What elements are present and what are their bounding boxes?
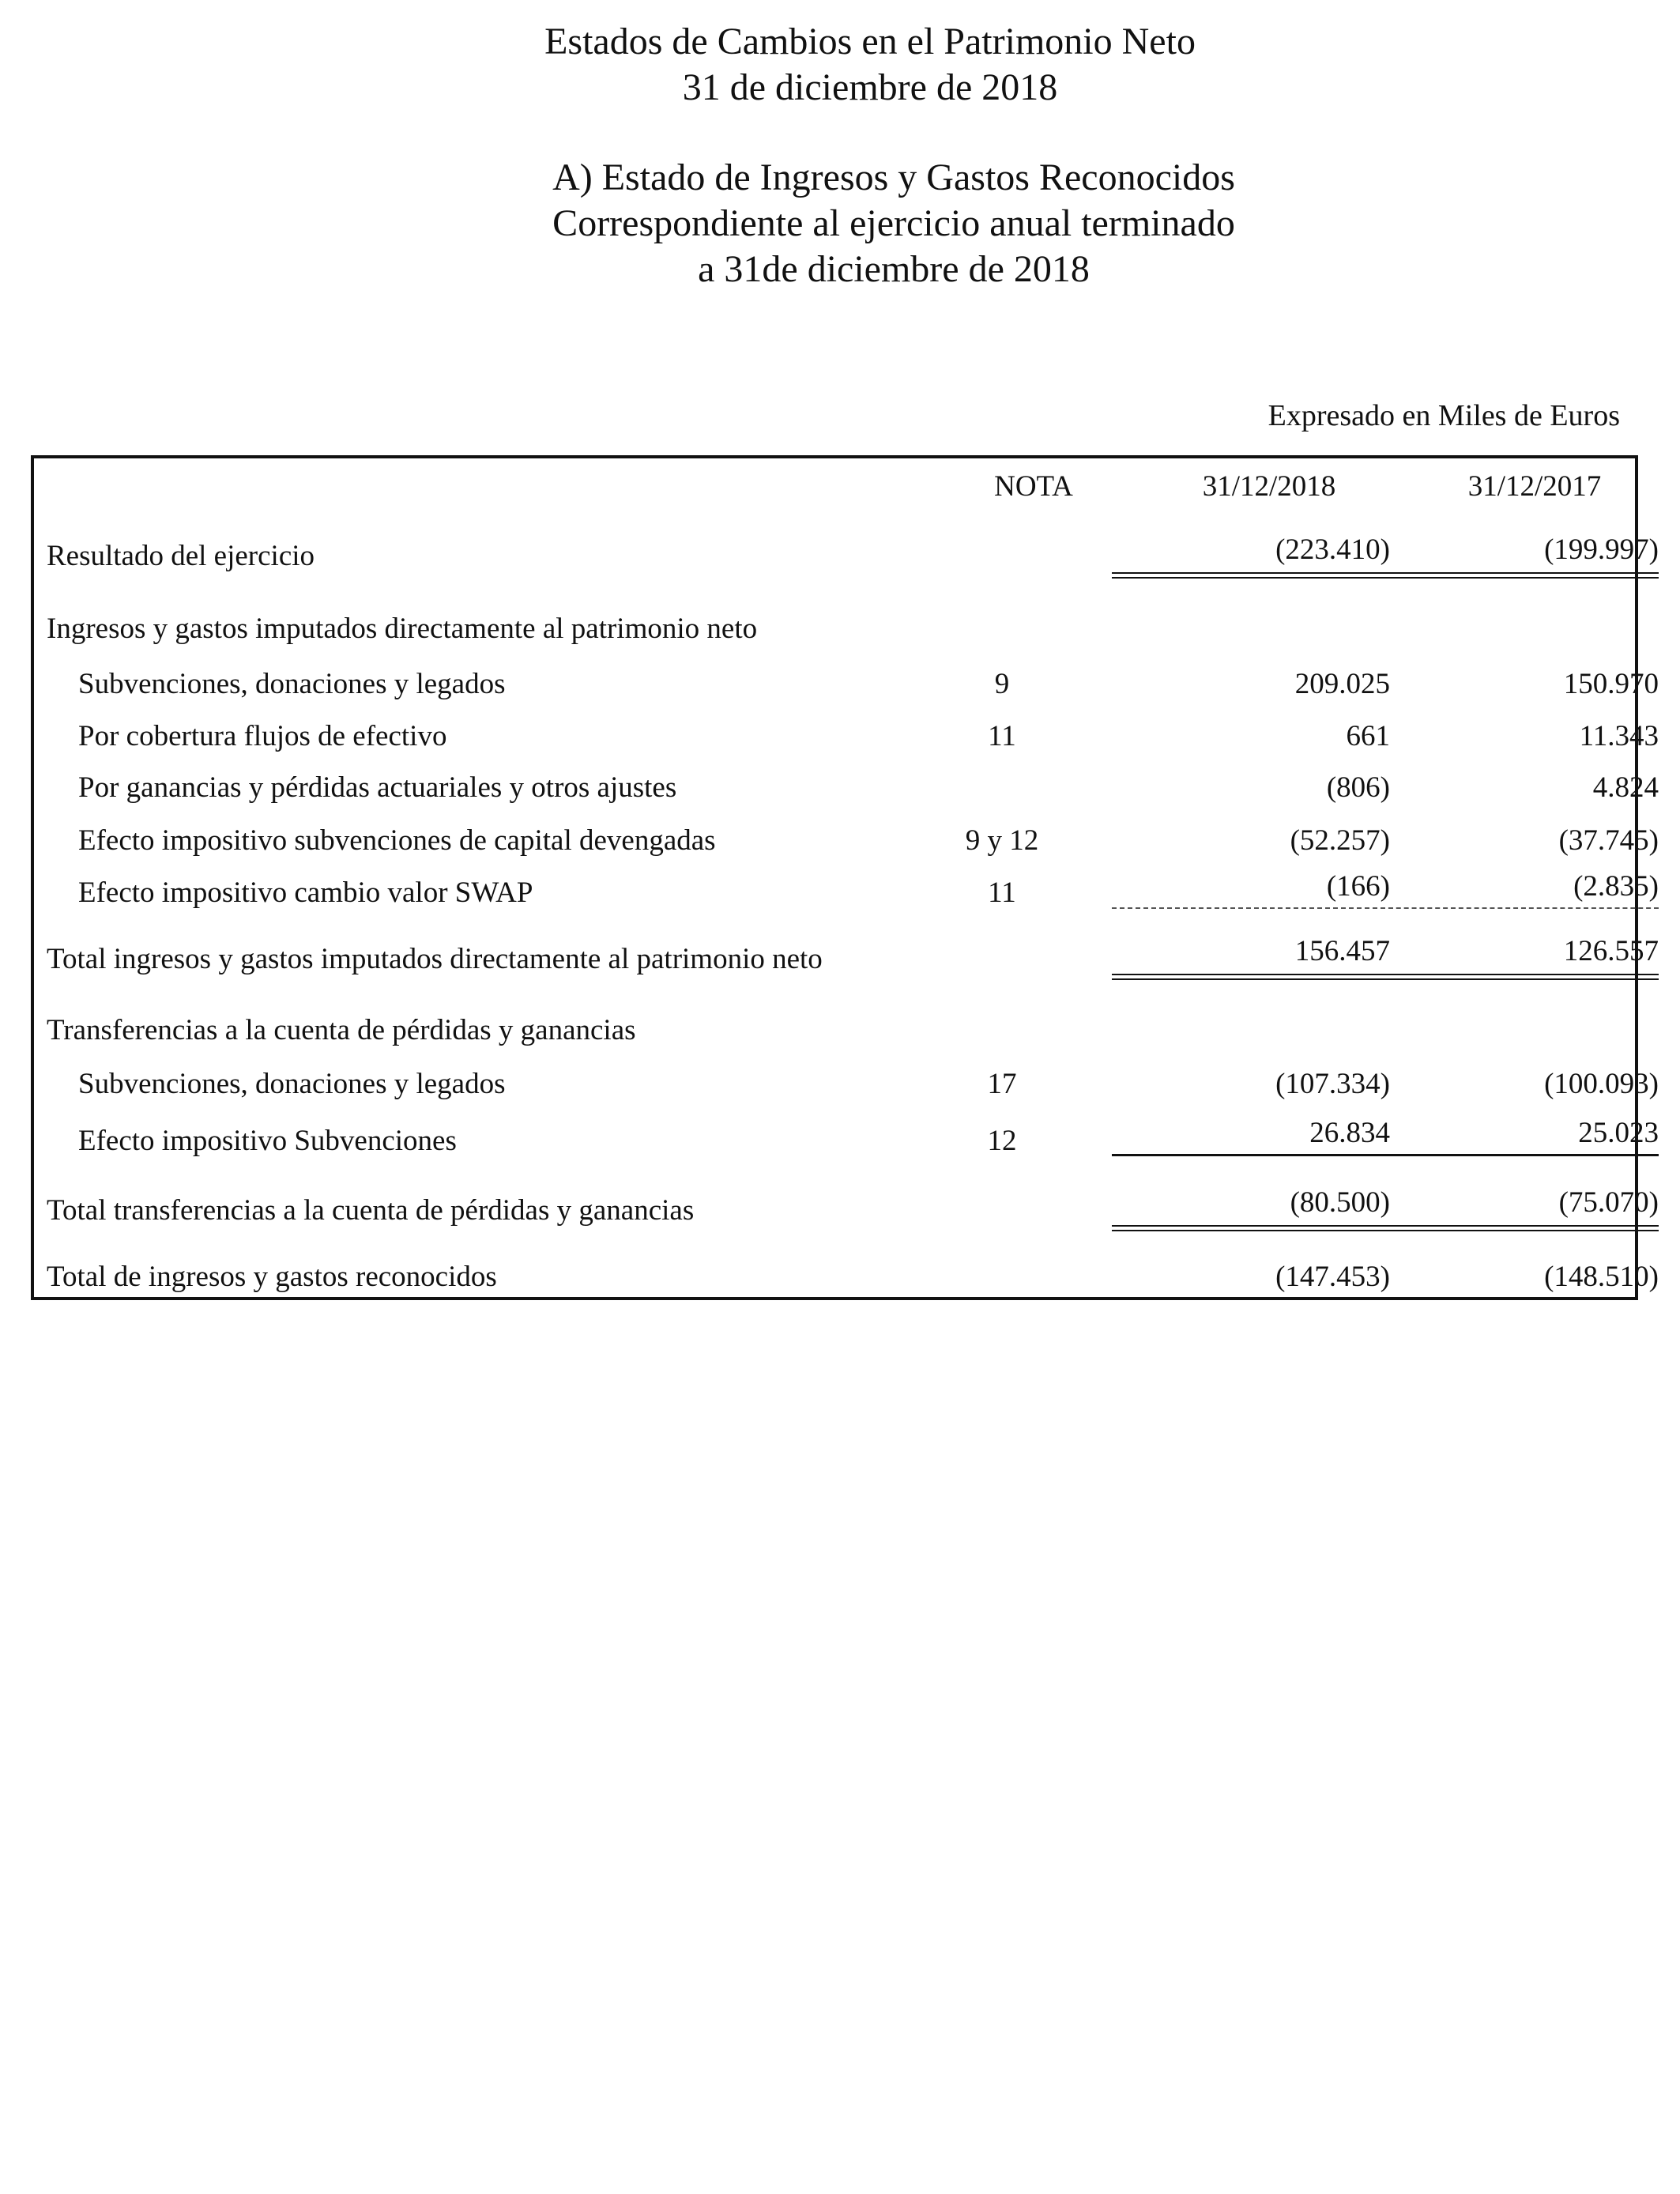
row-value-2018-efecto-swap: (166) [1326, 870, 1390, 903]
double-rule-2017-resultado [1381, 572, 1659, 579]
row-label-subvenciones-2: Subvenciones, donaciones y legados [78, 1068, 506, 1100]
row-value-2018-subvenciones-1: 209.025 [1294, 668, 1390, 700]
row-value-2018-actuariales: (806) [1326, 771, 1390, 804]
row-label-total-reconocidos: Total de ingresos y gastos reconocidos [47, 1261, 497, 1293]
row-nota-efecto-subvenciones: 12 [987, 1125, 1017, 1157]
subtitle-line-period: Correspondiente al ejercicio anual terminado [552, 202, 1235, 244]
row-label-efecto-subv-capital: Efecto impositivo subvenciones de capital devengadas [78, 824, 716, 857]
row-value-2018-subvenciones-2: (107.334) [1275, 1068, 1390, 1100]
row-value-2018-efecto-subv-capital: (52.257) [1290, 824, 1390, 857]
dashed-rule-2018-swap [1112, 907, 1393, 909]
row-value-2017-resultado: (199.997) [1544, 533, 1659, 566]
subtitle-block [0, 155, 1680, 292]
row-value-2017-subvenciones-2: (100.093) [1544, 1068, 1659, 1100]
row-nota-subvenciones-2: 17 [987, 1068, 1017, 1100]
row-nota-subvenciones-1: 9 [994, 668, 1010, 700]
title-line-date: 31 de diciembre de 2018 [682, 66, 1058, 108]
row-label-subvenciones-1: Subvenciones, donaciones y legados [78, 668, 506, 700]
row-value-2017-total-transferencias: (75.070) [1558, 1186, 1659, 1219]
title-line-statement: Estados de Cambios en el Patrimonio Neto [544, 21, 1196, 62]
single-rule-2018-efecto-subvenciones [1112, 1154, 1393, 1156]
section-header-transferencias: Transferencias a la cuenta de pérdidas y ganancias [47, 1014, 636, 1046]
row-nota-cobertura: 11 [988, 720, 1016, 752]
column-header-2017: 31/12/2017 [1467, 470, 1602, 503]
units-note: Expresado en Miles de Euros [1268, 399, 1620, 432]
row-label-efecto-swap: Efecto impositivo cambio valor SWAP [78, 876, 533, 909]
row-value-2018-total-ingresos: 156.457 [1294, 935, 1390, 967]
row-label-total-transferencias: Total transferencias a la cuenta de pérdidas y ganancias [47, 1194, 695, 1227]
subtitle-line-date: a 31de diciembre de 2018 [698, 248, 1090, 290]
dashed-rule-2017-swap [1381, 907, 1659, 909]
row-label-actuariales: Por ganancias y pérdidas actuariales y otros ajustes [78, 771, 677, 804]
row-value-2017-cobertura: 11.343 [1579, 720, 1659, 752]
double-rule-2018-total-transferencias [1112, 1225, 1393, 1231]
row-value-2017-efecto-swap: (2.835) [1573, 870, 1659, 903]
row-value-2017-subvenciones-1: 150.970 [1563, 668, 1659, 700]
double-rule-2018-resultado [1112, 572, 1393, 579]
double-rule-2017-total-transferencias [1381, 1225, 1659, 1231]
statement-table [31, 455, 1659, 1300]
main-title [0, 19, 1680, 111]
row-value-2017-total-reconocidos: (148.510) [1544, 1261, 1659, 1293]
row-value-2017-actuariales: 4.824 [1592, 771, 1659, 804]
subtitle-line-statement: A) Estado de Ingresos y Gastos Reconocidos [552, 156, 1235, 198]
column-header-nota: NOTA [994, 470, 1073, 503]
row-label-resultado: Resultado del ejercicio [47, 540, 315, 572]
row-label-efecto-subvenciones: Efecto impositivo Subvenciones [78, 1125, 457, 1157]
section-header-ingresos: Ingresos y gastos imputados directamente al patrimonio neto [47, 613, 758, 645]
row-value-2017-total-ingresos: 126.557 [1563, 935, 1659, 967]
row-value-2018-total-transferencias: (80.500) [1290, 1186, 1390, 1219]
row-label-total-ingresos: Total ingresos y gastos imputados directamente al patrimonio neto [47, 943, 823, 975]
row-label-cobertura: Por cobertura flujos de efectivo [78, 720, 447, 752]
row-value-2017-efecto-subvenciones: 25.023 [1578, 1117, 1659, 1149]
row-nota-efecto-swap: 11 [988, 876, 1016, 909]
row-value-2017-efecto-subv-capital: (37.745) [1558, 824, 1659, 857]
single-rule-2017-efecto-subvenciones [1381, 1154, 1659, 1156]
double-rule-2018-total-ingresos [1112, 974, 1393, 980]
row-value-2018-resultado: (223.410) [1275, 533, 1390, 566]
column-header-2018: 31/12/2018 [1202, 470, 1336, 503]
row-value-2018-total-reconocidos: (147.453) [1275, 1261, 1390, 1293]
row-value-2018-cobertura: 661 [1346, 720, 1390, 752]
double-rule-2017-total-ingresos [1381, 974, 1659, 980]
row-nota-efecto-subv-capital: 9 y 12 [965, 824, 1039, 857]
row-value-2018-efecto-subvenciones: 26.834 [1309, 1117, 1390, 1149]
